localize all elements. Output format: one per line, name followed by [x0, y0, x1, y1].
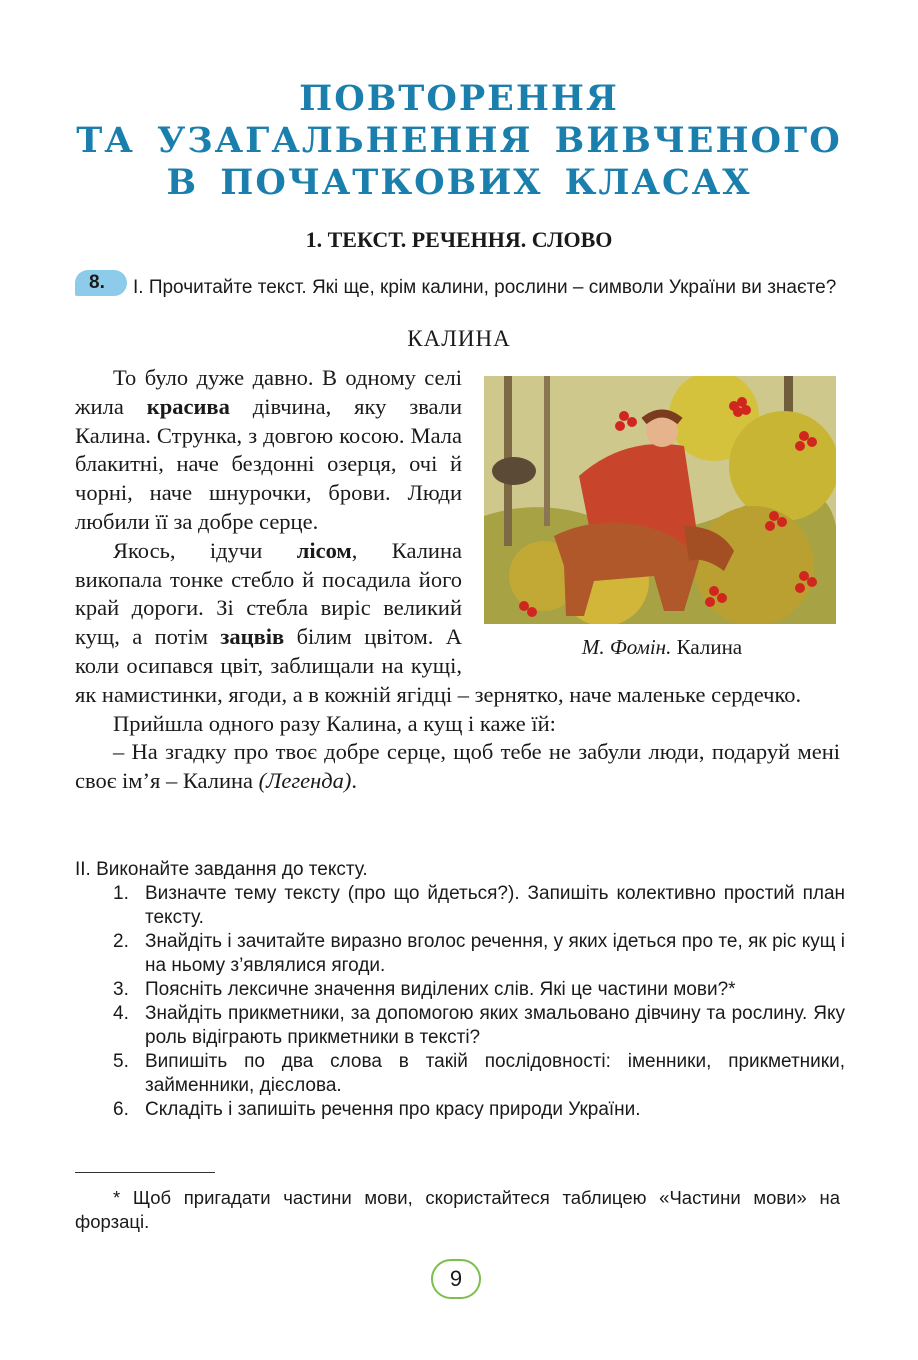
- list-item: [75, 1098, 845, 1122]
- highlighted-word-krasyva: красива: [146, 393, 230, 419]
- story-p2-text-b: , Калина викопала тонке стебло й посадила його край дороги. Зі стебла виріс великий кущ, а потім: [75, 537, 462, 650]
- task-8: [75, 270, 845, 300]
- story-title: КАЛИНА: [407, 326, 511, 351]
- list-item-number: 1.: [113, 883, 129, 904]
- footnote: * Щоб пригадати частини мови, скористайтеся таблицею «Частини мови» на форзаці.: [75, 1187, 840, 1232]
- story-p1-text-a: То було дуже давно. В одному селі жила: [75, 365, 462, 419]
- part-two-heading: ІІ. Виконайте завдання до тексту.: [75, 859, 368, 880]
- story-paragraph-4: [75, 738, 840, 796]
- caption-author: М. Фомін.: [581, 635, 672, 659]
- story-source-legend: (Легенда): [258, 768, 352, 794]
- list-item-text: Випишіть по два слова в такій послідовності: іменники, прикметники, займенники, дієслова.: [145, 1051, 845, 1096]
- footnote-divider: [75, 1172, 215, 1173]
- section-title: 1. ТЕКСТ. РЕЧЕННЯ. СЛОВО: [305, 227, 613, 252]
- list-item: [75, 1050, 845, 1098]
- task-number-badge: [75, 270, 127, 296]
- highlighted-word-lisom: лісом: [296, 537, 352, 563]
- list-item: [75, 978, 845, 1002]
- task-text: І. Прочитайте текст. Які ще, крім калини, рослини – символи України ви знаєте?: [133, 277, 837, 298]
- chapter-title-line-3: В ПОЧАТКОВИХ КЛАСАХ: [166, 162, 752, 203]
- illustration-figure: [484, 376, 840, 660]
- list-item-text: Знайдіть і зачитайте виразно вголос речення, у яких ідеться про те, як ріс кущ і на ньому з’являлися ягоди.: [145, 931, 845, 976]
- story-text: [75, 364, 840, 796]
- chapter-title-line-2: ТА УЗАГАЛЬНЕННЯ ВИВЧЕНОГО: [76, 120, 842, 161]
- list-item-number: 4.: [113, 1003, 129, 1024]
- task-number: 8.: [89, 272, 105, 293]
- highlighted-word-zatsviv: зацвів: [220, 624, 285, 650]
- story-p4-text-b: .: [351, 768, 358, 794]
- caption-title: Калина: [671, 635, 743, 659]
- list-item-text: Складіть і запишіть речення про красу природи України.: [145, 1099, 641, 1120]
- story-p2-text-a: Якось, ідучи: [113, 537, 297, 563]
- chapter-title-line-1: ПОВТОРЕННЯ: [299, 78, 619, 119]
- list-item-text: Поясніть лексичне значення виділених слів. Які це частини мови?*: [145, 979, 736, 1000]
- illustration-caption: [484, 634, 840, 660]
- painting-image: [484, 376, 836, 624]
- list-item: [75, 882, 845, 930]
- list-item: [75, 930, 845, 978]
- story-p1-text-b: дівчина, яку звали Калина. Струнка, з довгою косою. Мала блакитні, наче бездонні озерця, очі й чорні, наче шнурочки, брови. Люди любили її за добре серце.: [75, 393, 463, 534]
- list-item-number: 3.: [113, 979, 129, 1000]
- kalyna-painting: [484, 376, 836, 624]
- story-p2-text-c: білим цвітом. А коли осипався цвіт, заблищали на кущі, як намистинки, ягоди, а в кожній ягідці – зернятко, наче маленьке сердечко.: [75, 624, 802, 707]
- list-item-text: Знайдіть прикметники, за допомогою яких змальовано дівчину та рослину. Яку роль відіграють прикметники в тексті?: [145, 1003, 845, 1048]
- chapter-title: [0, 78, 918, 204]
- task-list: [75, 882, 845, 1122]
- list-item-number: 5.: [113, 1051, 129, 1072]
- part-two-tasks: [75, 858, 845, 1122]
- list-item-text: Визначте тему тексту (про що йдеться?). Запишіть колективно простий план тексту.: [145, 883, 845, 928]
- list-item-number: 2.: [113, 931, 129, 952]
- page-number: 9: [431, 1259, 481, 1299]
- story-p4-text-a: – На згадку про твоє добре серце, щоб тебе не забули люди, подаруй мені своє ім’я – Калина: [75, 739, 840, 794]
- story-paragraph-3: Прийшла одного разу Калина, а кущ і каже їй:: [113, 710, 556, 736]
- list-item: [75, 1002, 845, 1050]
- list-item-number: 6.: [113, 1099, 129, 1120]
